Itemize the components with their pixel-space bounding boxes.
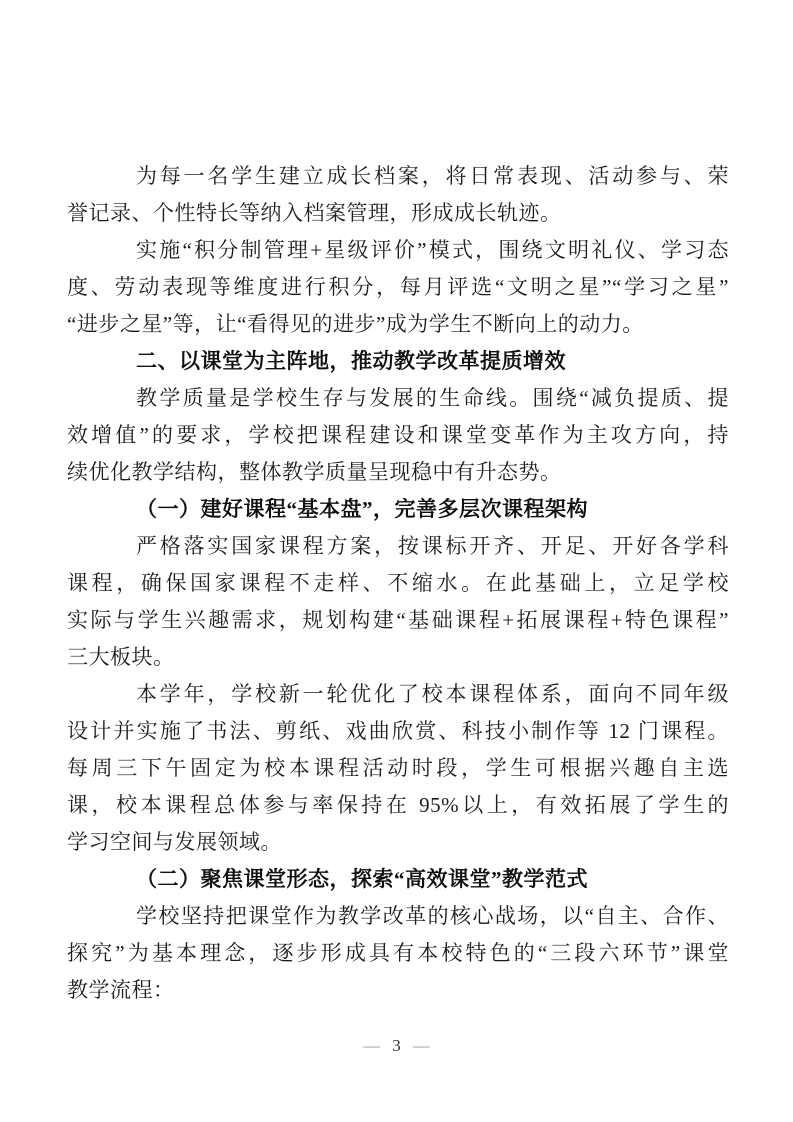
text-line: 效增值”的要求，学校把课程建设和课堂变革作为主攻方向，持 xyxy=(67,423,729,447)
text-line: 探究”为基本理念，逐步形成具有本校特色的“三段六环节”课堂 xyxy=(67,941,729,965)
text-line: 学校坚持把课堂作为教学改革的核心战场，以“自主、合作、 xyxy=(136,904,729,928)
text-line: （一）建好课程“基本盘”，完善多层次课程架构 xyxy=(136,497,588,521)
text-line: “进步之星”等，让“看得见的进步”成为学生不断向上的动力。 xyxy=(67,312,644,336)
text-line: 教学流程： xyxy=(67,978,175,1002)
document-body xyxy=(67,158,729,1009)
text-line: 实际与学生兴趣需求，规划构建“基础课程+拓展课程+特色课程” xyxy=(67,608,729,632)
text-line: 誉记录、个性特长等纳入档案管理，形成成长轨迹。 xyxy=(67,201,562,225)
paragraph xyxy=(67,898,729,1009)
paragraph xyxy=(67,676,729,861)
text-line: （二）聚焦课堂形态，探索“高效课堂”教学范式 xyxy=(136,867,588,891)
text-line: 本学年，学校新一轮优化了校本课程体系，面向不同年级 xyxy=(136,682,729,706)
text-line: 每周三下午固定为校本课程活动时段，学生可根据兴趣自主选 xyxy=(67,756,729,780)
text-line: 课程，确保国家课程不走样、不缩水。在此基础上，立足学校 xyxy=(67,571,729,595)
text-line: 续优化教学结构，整体教学质量呈现稳中有升态势。 xyxy=(67,460,562,484)
text-line: 学习空间与发展领域。 xyxy=(67,830,282,854)
text-line: 为每一名学生建立成长档案，将日常表现、活动参与、荣 xyxy=(136,164,729,188)
text-line: 严格落实国家课程方案，按课标开齐、开足、开好各学科 xyxy=(136,534,729,558)
footer-dash-left: — xyxy=(363,1036,381,1055)
text-line: 教学质量是学校生存与发展的生命线。围绕“减负提质、提 xyxy=(136,386,729,410)
paragraph xyxy=(67,528,729,676)
section-heading xyxy=(67,343,729,380)
paragraph xyxy=(67,158,729,232)
page-number: 3 xyxy=(392,1036,401,1055)
text-line: 度、劳动表现等维度进行积分，每月评选“文明之星”“学习之星” xyxy=(67,275,729,299)
text-line: 实施“积分制管理+星级评价”模式，围绕文明礼仪、学习态 xyxy=(136,238,729,262)
paragraph xyxy=(67,232,729,343)
text-line: 三大板块。 xyxy=(67,645,175,669)
footer-dash-right: — xyxy=(412,1036,430,1055)
section-heading xyxy=(67,861,729,898)
text-line: 课，校本课程总体参与率保持在 95%以上，有效拓展了学生的 xyxy=(67,793,729,817)
text-line: 二、以课堂为主阵地，推动教学改革提质增效 xyxy=(136,349,566,373)
section-heading xyxy=(67,491,729,528)
paragraph xyxy=(67,380,729,491)
page-footer xyxy=(0,1034,793,1058)
text-line: 设计并实施了书法、剪纸、戏曲欣赏、科技小制作等 12 门课程。 xyxy=(67,719,729,743)
